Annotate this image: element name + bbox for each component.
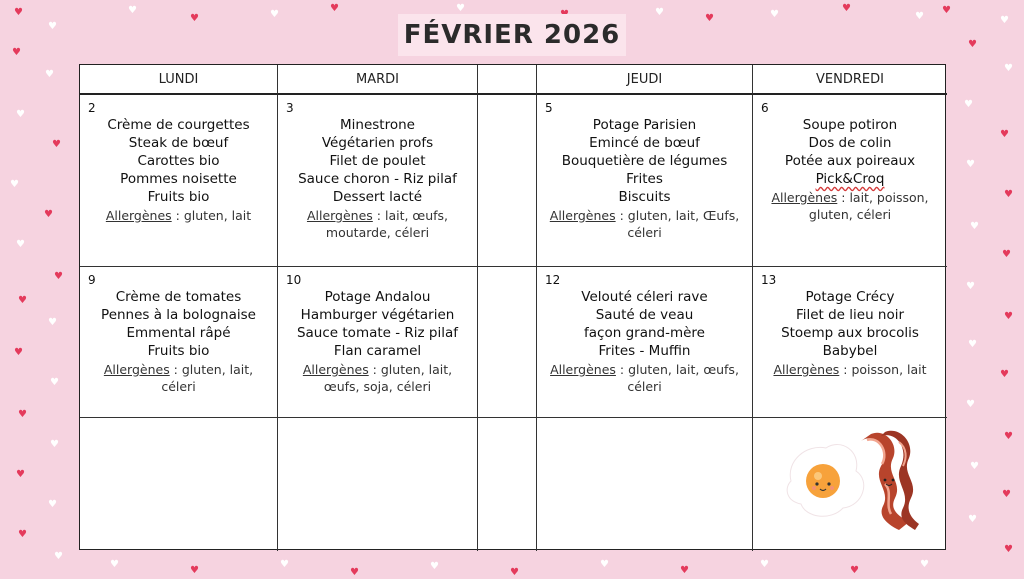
day-number: 5 [545,101,553,115]
heart-icon: ♥ [770,9,779,20]
menu-dish: Bouquetière de légumes [561,153,728,169]
menu-dish: Hamburger végétarien [300,307,455,323]
heart-icon: ♥ [705,13,714,24]
heart-icon: ♥ [280,559,289,570]
heart-icon: ♥ [16,109,25,120]
menu-dish: Dos de colin [808,135,892,151]
menu-dish: Sauce tomate - Riz pilaf [296,325,459,341]
menu-dish: Fruits bio [147,343,210,359]
menu-dish: Pennes à la bolognaise [101,307,256,323]
menu-dish: Crème de courgettes [107,117,250,133]
day-cell [753,267,947,418]
allergens-label: Allergènes [773,362,840,377]
heart-icon: ♥ [350,567,359,578]
heart-icon: ♥ [128,5,137,16]
heart-icon: ♥ [842,3,851,14]
menu-dish: Filet de lieu noir [795,307,905,323]
menu-dish: Crème de tomates [115,289,242,305]
day-cell [80,95,278,267]
allergens-line [80,207,277,224]
heart-icon: ♥ [48,499,57,510]
heart-icon: ♥ [456,3,465,14]
empty-wednesday-cell [478,267,537,418]
menu-content [753,288,947,378]
heart-icon: ♥ [1000,369,1009,380]
menu-dish: Frites [626,171,663,187]
day-number: 13 [761,273,777,287]
heart-icon: ♥ [110,559,119,570]
heart-icon: ♥ [270,9,279,20]
allergens-line [753,189,947,223]
empty-cell [478,418,537,551]
allergens-label: Allergènes [771,190,838,205]
empty-cell [80,418,278,551]
heart-icon: ♥ [655,7,664,18]
menu-content [753,116,947,223]
heart-icon: ♥ [1002,489,1011,500]
day-cell [753,95,947,267]
heart-icon: ♥ [18,529,27,540]
menu-dish: Emmental râpé [126,325,231,341]
allergens-value: : gluten, lait, œufs, céleri [615,362,739,394]
heart-icon: ♥ [1000,15,1009,26]
menu-dish: Dessert lacté [332,189,423,205]
day-number: 10 [286,273,302,287]
heart-icon: ♥ [942,5,951,16]
heart-icon: ♥ [1004,431,1013,442]
page-title: FÉVRIER 2026 [403,20,621,50]
menu-dish: Fruits bio [147,189,210,205]
heart-icon: ♥ [48,317,57,328]
heart-icon: ♥ [968,514,977,525]
menu-dish: Sauté de veau [595,307,694,323]
menu-dish: Pommes noisette [120,171,237,187]
allergens-value: : gluten, lait, œufs, soja, céleri [323,362,453,394]
title-banner [398,14,626,56]
allergens-line [753,361,947,378]
menu-dish: Potage Parisien [592,117,697,133]
heart-icon: ♥ [760,559,769,570]
menu-dish: Potage Crécy [805,289,895,305]
heart-icon: ♥ [968,39,977,50]
heart-icon: ♥ [50,439,59,450]
day-number: 6 [761,101,769,115]
heart-icon: ♥ [1004,311,1013,322]
heart-icon: ♥ [12,47,21,58]
allergens-value: : gluten, lait, céleri [161,362,254,394]
heart-icon: ♥ [968,339,977,350]
menu-calendar [79,64,946,550]
heart-icon: ♥ [14,7,23,18]
heart-icon: ♥ [1004,63,1013,74]
heart-icon: ♥ [970,461,979,472]
heart-icon: ♥ [1000,129,1009,140]
heart-icon: ♥ [44,209,53,220]
menu-dish: Soupe potiron [802,117,898,133]
allergens-line [80,361,277,395]
heart-icon: ♥ [45,69,54,80]
allergens-label: Allergènes [306,208,373,223]
heart-icon: ♥ [966,281,975,292]
heart-icon: ♥ [54,551,63,562]
allergens-value: : gluten, lait [171,208,252,223]
day-number: 9 [88,273,96,287]
menu-dish: Steak de bœuf [128,135,229,151]
heart-icon: ♥ [1002,249,1011,260]
heart-icon: ♥ [600,559,609,570]
allergens-label: Allergènes [550,362,616,377]
day-cell [80,267,278,418]
day-cell [278,95,478,267]
allergens-value: : gluten, lait, Œufs, céleri [615,208,740,240]
day-number: 2 [88,101,96,115]
heart-icon: ♥ [920,559,929,570]
heart-icon: ♥ [16,239,25,250]
menu-dish: Frites - Muffin [598,343,691,359]
allergens-line [537,361,752,395]
heart-icon: ♥ [190,565,199,576]
heart-icon: ♥ [10,179,19,190]
heart-icon: ♥ [964,99,973,110]
heart-icon: ♥ [14,347,23,358]
menu-dish: Pick&Croq [815,171,885,187]
allergens-label: Allergènes [549,208,616,223]
header-friday: VENDREDI [753,65,947,95]
heart-icon: ♥ [430,561,439,572]
menu-content [537,116,752,241]
heart-icon: ♥ [16,469,25,480]
heart-icon: ♥ [510,567,519,578]
heart-icon: ♥ [54,271,63,282]
heart-icon: ♥ [330,3,339,14]
heart-icon: ♥ [190,13,199,24]
menu-content [80,116,277,224]
day-cell [278,267,478,418]
header-wednesday [478,65,537,95]
allergens-value: : lait, œufs, moutarde, céleri [325,208,449,240]
heart-icon: ♥ [1004,544,1013,555]
menu-dish: Velouté céleri rave [581,289,708,305]
illustration-cell [753,418,947,551]
day-number: 3 [286,101,294,115]
heart-icon: ♥ [18,295,27,306]
heart-icon: ♥ [850,565,859,576]
menu-content [537,288,752,395]
menu-dish: Potage Andalou [324,289,431,305]
menu-dish: Minestrone [340,117,415,133]
heart-icon: ♥ [970,221,979,232]
menu-dish: Carottes bio [137,153,220,169]
empty-cell [278,418,478,551]
empty-wednesday-cell [478,95,537,267]
menu-dish: Stoemp aux brocolis [781,325,919,341]
header-tuesday: MARDI [278,65,478,95]
menu-dish: Emincé de bœuf [589,135,700,151]
empty-cell [537,418,753,551]
allergens-line [278,207,477,241]
menu-dish: Flan caramel [333,343,422,359]
allergens-value: : lait, poisson, gluten, céleri [808,190,929,222]
heart-icon: ♥ [48,21,57,32]
heart-icon: ♥ [966,159,975,170]
heart-icon: ♥ [915,11,924,22]
allergens-label: Allergènes [105,208,172,223]
heart-icon: ♥ [966,399,975,410]
day-cell [537,95,753,267]
menu-dish: Biscuits [618,189,671,205]
allergens-line [278,361,477,395]
allergens-label: Allergènes [302,362,369,377]
day-number: 12 [545,273,561,287]
heart-icon: ♥ [50,377,59,388]
allergens-label: Allergènes [103,362,170,377]
allergens-line [537,207,752,241]
menu-content [278,116,477,241]
menu-content [80,288,277,395]
menu-dish: Babybel [822,343,878,359]
heart-icon: ♥ [1004,189,1013,200]
day-cell [537,267,753,418]
egg-and-bacon-illustration [781,426,921,536]
menu-dish: Végétarien profs [321,135,434,151]
menu-dish: Potée aux poireaux [784,153,916,169]
heart-icon: ♥ [680,565,689,576]
allergens-value: : poisson, lait [839,362,927,377]
heart-icon: ♥ [18,409,27,420]
menu-dish: façon grand-mère [584,325,705,341]
menu-content [278,288,477,395]
header-thursday: JEUDI [537,65,753,95]
heart-icon: ♥ [52,139,61,150]
menu-dish: Sauce choron - Riz pilaf [298,171,457,187]
header-monday: LUNDI [80,65,278,95]
menu-dish: Filet de poulet [329,153,426,169]
